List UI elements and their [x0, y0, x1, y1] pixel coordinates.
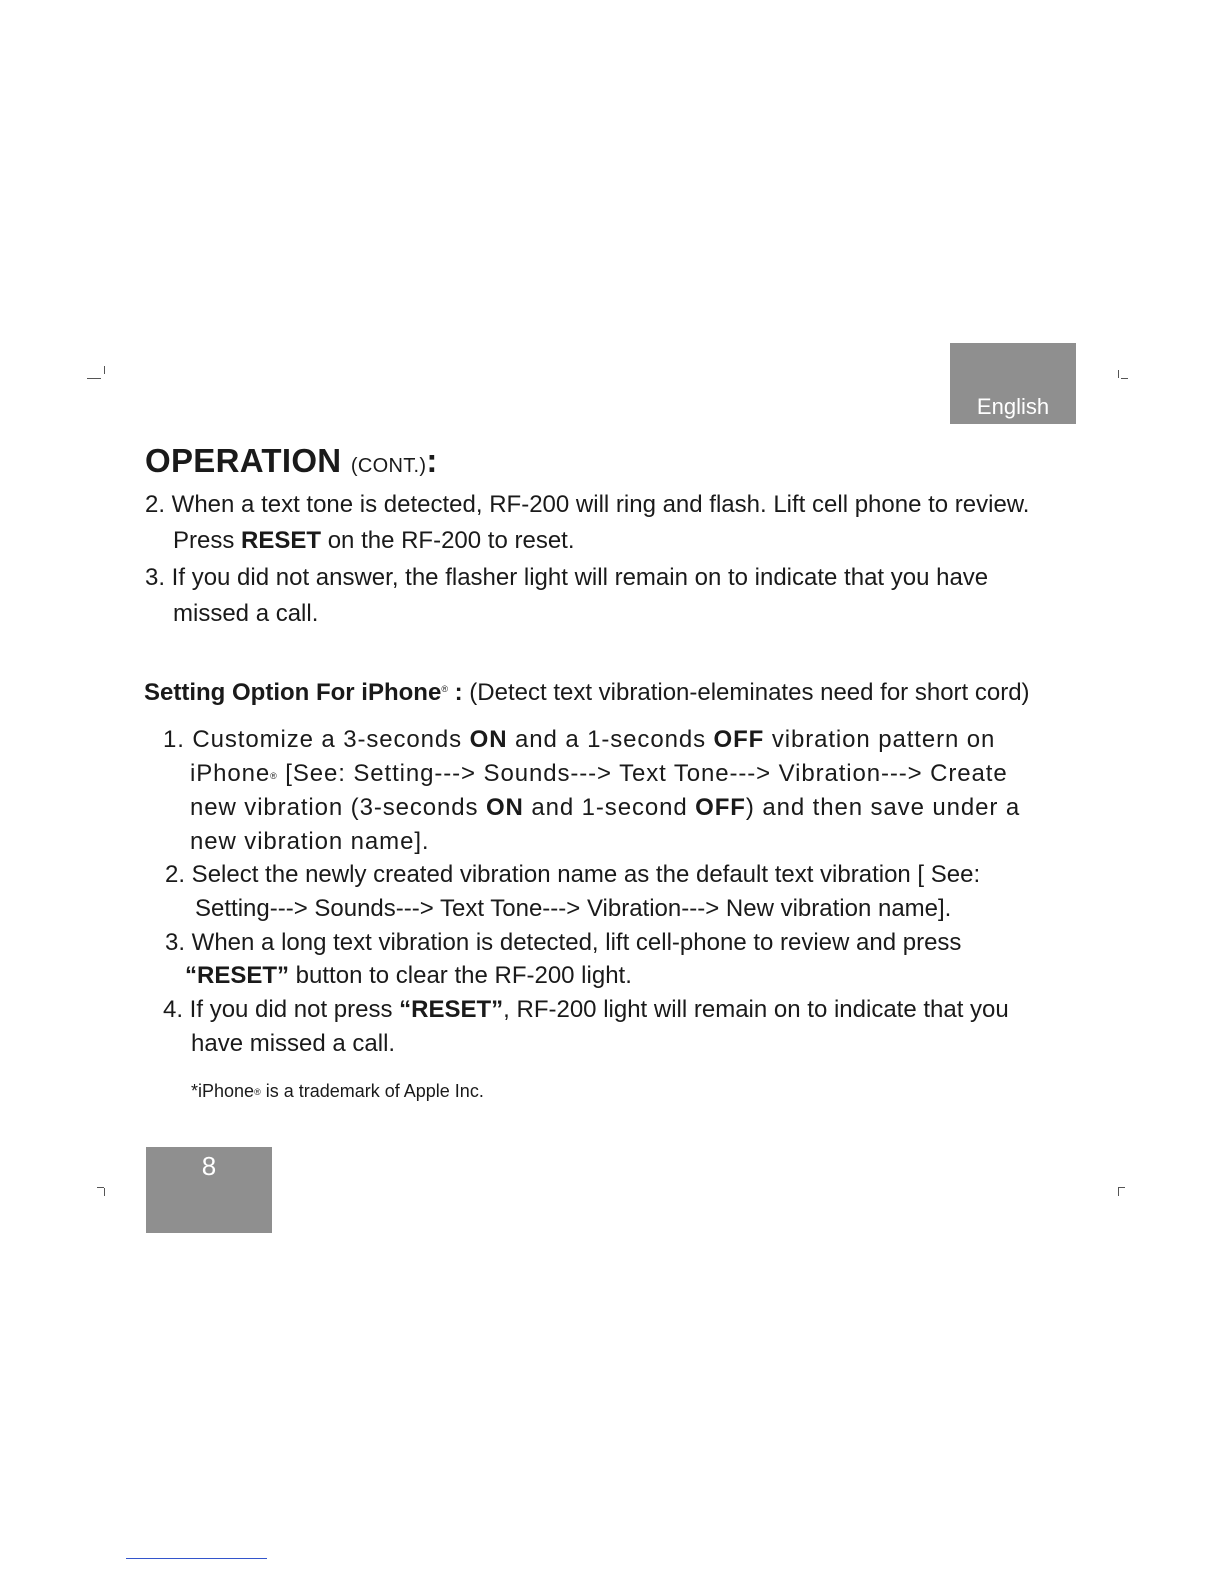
iphone-title-rest: (Detect text vibration-eleminates need for short cord) — [462, 679, 1030, 706]
step1-l3-b: and 1-second — [523, 794, 696, 821]
registered-mark: ® — [441, 684, 448, 694]
step1-text-a: 1. Customize a 3-seconds — [163, 726, 470, 753]
step1-text-b: and a 1-seconds — [507, 726, 714, 753]
operation-item-2-post: on the RF-200 to reset. — [321, 527, 575, 554]
iphone-step-4-line1 — [163, 998, 1009, 1022]
operation-item-3-line1 — [145, 566, 988, 590]
reset-keyword: “RESET” — [185, 962, 290, 989]
operation-item-2-line1 — [145, 493, 1029, 517]
step4-l1-b: , RF-200 light will remain on to indicate that you — [503, 996, 1009, 1023]
iphone-title-bold: Setting Option For iPhone — [144, 679, 442, 706]
crop-mark-top-left-tick — [104, 366, 105, 374]
step2-l2: Setting---> Sounds---> Text Tone---> Vibration---> New vibration name]. — [195, 895, 952, 922]
step3-l1: 3. When a long text vibration is detected, lift cell-phone to review and press — [165, 929, 962, 956]
off-keyword: OFF — [695, 794, 746, 821]
reset-keyword: RESET — [241, 527, 322, 554]
operation-item-3-text2: missed a call. — [173, 600, 319, 627]
heading-title: OPERATION — [145, 442, 342, 479]
operation-item-2-pre: Press — [173, 527, 242, 554]
bottom-rule — [126, 1558, 267, 1559]
crop-mark-top-right — [1121, 378, 1128, 379]
registered-mark: ® — [270, 771, 278, 781]
crop-mark-bottom-left-tick — [104, 1188, 105, 1196]
step1-path: [See: Setting---> Sounds---> Text Tone---> Vibration---> Create — [277, 760, 1008, 787]
step4-l1-a: 4. If you did not press — [163, 996, 400, 1023]
page-number: 8 — [201, 1151, 217, 1181]
crop-mark-top-right-tick — [1118, 370, 1119, 378]
on-keyword: ON — [485, 794, 524, 821]
step2-l1: 2. Select the newly created vibration name as the default text vibration [ See: — [165, 861, 981, 888]
reset-keyword: “RESET” — [399, 996, 504, 1023]
footnote-post: is a trademark of Apple Inc. — [260, 1081, 484, 1101]
registered-mark: ® — [254, 1087, 261, 1097]
step3-l2-rest: button to clear the RF-200 light. — [289, 962, 632, 989]
iphone-step-1-line1 — [163, 728, 995, 752]
heading-cont: (CONT.) — [350, 455, 427, 477]
operation-item-2-text: 2. When a text tone is detected, RF-200 will ring and flash. Lift cell phone to review. — [145, 491, 1030, 518]
step1-l4: new vibration name]. — [190, 828, 430, 855]
iphone-step-3-line2 — [185, 964, 632, 988]
iphone-step-3-line1 — [165, 931, 961, 955]
crop-mark-top-left — [87, 378, 101, 379]
step1-text-c: vibration pattern on — [764, 726, 996, 753]
section-heading — [145, 442, 438, 480]
language-tab-label: English — [976, 394, 1050, 419]
iphone-step-2-line2 — [195, 897, 951, 921]
iphone-step-4-line2 — [191, 1032, 395, 1056]
operation-item-3-line2 — [173, 602, 318, 626]
footnote-pre: *iPhone — [191, 1081, 255, 1101]
on-keyword: ON — [469, 726, 508, 753]
step4-l2: have missed a call. — [191, 1030, 396, 1057]
off-keyword: OFF — [713, 726, 765, 753]
step1-l3-a: new vibration (3-seconds — [190, 794, 486, 821]
step1-iphone: iPhone — [190, 760, 271, 787]
step1-l3-c: ) and then save under a — [745, 794, 1021, 821]
iphone-step-1-line3 — [190, 796, 1020, 820]
heading-colon: : — [426, 442, 438, 479]
language-tab — [950, 343, 1076, 424]
trademark-footnote — [191, 1081, 484, 1102]
crop-mark-bottom-left — [97, 1187, 104, 1188]
page-number-box — [146, 1147, 272, 1233]
iphone-step-2-line1 — [165, 863, 980, 887]
crop-mark-bottom-right-tick — [1118, 1188, 1119, 1196]
operation-item-3-text: 3. If you did not answer, the flasher light will remain on to indicate that you have — [145, 564, 989, 591]
operation-item-2-line2 — [173, 529, 575, 553]
iphone-section-title — [144, 681, 1030, 705]
iphone-title-colon: : — [447, 679, 463, 706]
iphone-step-1-line4 — [190, 830, 429, 854]
iphone-step-1-line2 — [190, 762, 1008, 786]
crop-mark-bottom-right — [1118, 1187, 1125, 1188]
